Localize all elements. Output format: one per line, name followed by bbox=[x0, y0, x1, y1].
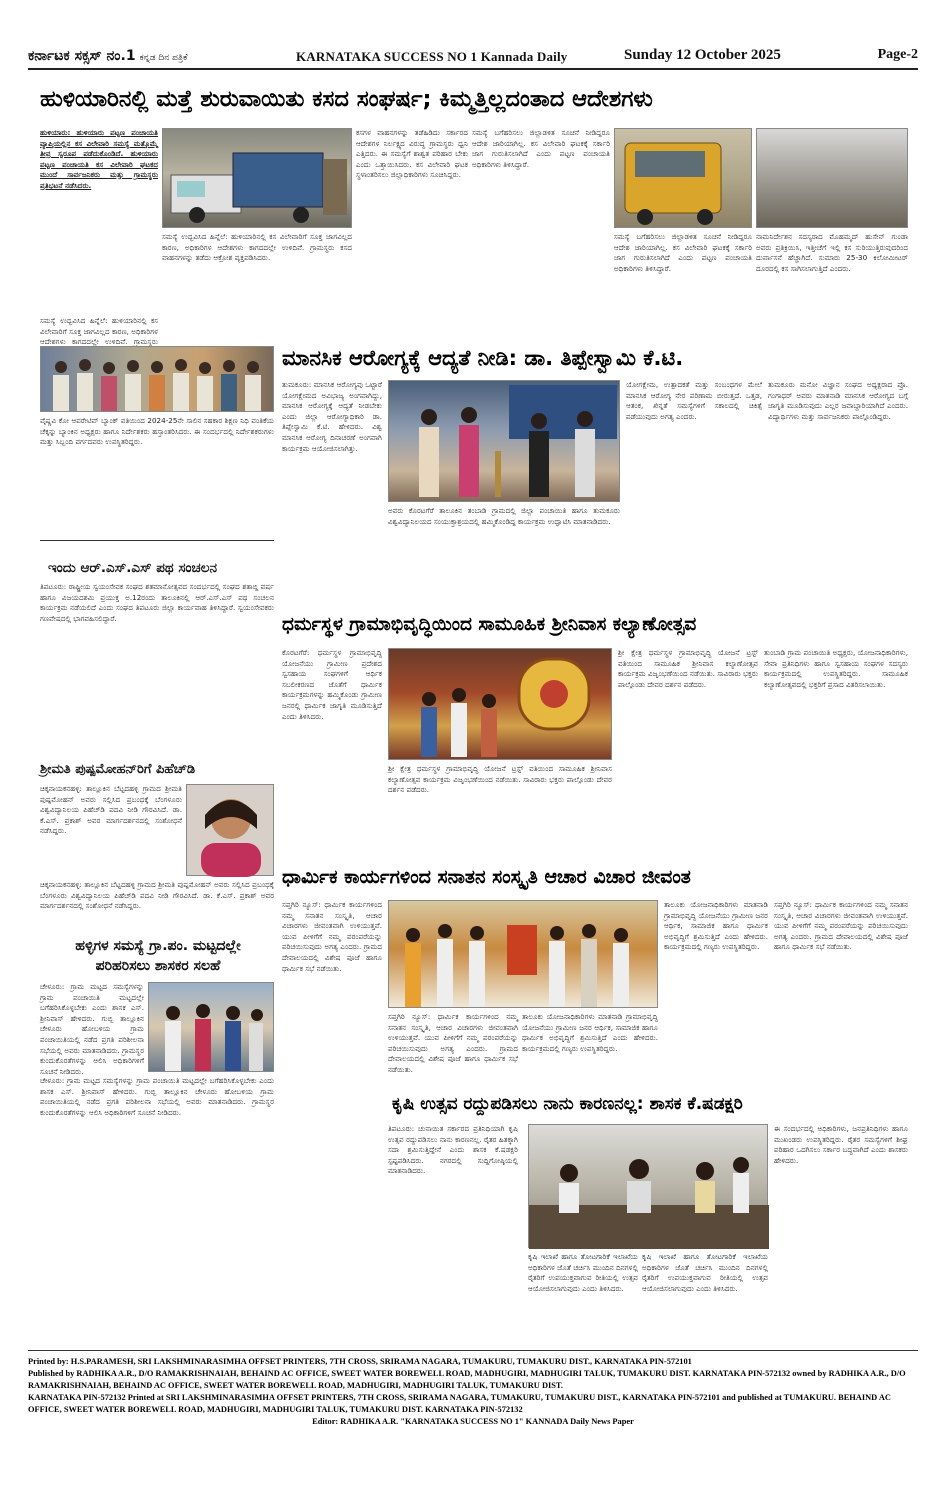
krishi-press-photo bbox=[528, 1124, 768, 1248]
group-people-icon bbox=[41, 347, 275, 413]
portrait-photo bbox=[186, 784, 274, 876]
sanatana-event-photo bbox=[388, 900, 658, 1008]
article-dharma-col2: ಶ್ರೀ ಕ್ಷೇತ್ರ ಧರ್ಮಸ್ಥಳ ಗ್ರಾಮಾಭಿವೃದ್ಧಿ ಯೋಜನೆ ಟ್ರಸ್ಟ್ ವತಿಯಿಂದ ಸಾಮೂಹಿಕ ಶ್ರೀನಿವಾಸ ಕಲ್ಯಾಣೋತ್ಸವ ಕಾರ್ಯಕ್ರಮ ವಿಜೃಂಭಣೆಯಿಂದ ನಡೆಯಿತು. ಸಾವಿರಾರು ಭಕ್ತರು ಪಾಲ್ಗೊಂಡು ದೇವರ ದರ್ಶನ ಪಡೆದರು. bbox=[388, 764, 612, 795]
article-mental-col2: ಅವರು ಕೊರಟಗೆರೆ ತಾಲೂಕಿನ ತಂಬಾಡಿ ಗ್ರಾಮದಲ್ಲಿ ಜಿಲ್ಲಾ ಪಂಚಾಯಿತಿ ಹಾಗೂ ತುಮಕೂರು ವಿಶ್ವವಿದ್ಯಾನಿಲಯದ ಸಂಯುಕ್ತಾಶ್ರಯದಲ್ಲಿ ಹಮ್ಮಿಕೊಂಡಿದ್ದ ಕಾರ್ಯಕ್ರಮ ಉದ್ಘಾಟಿಸಿ ಮಾತನಾಡಿದರು. bbox=[388, 506, 620, 526]
article-garbage-intro: ಹುಳಿಯಾರು: ಹುಳಿಯಾರು ಪಟ್ಟಣ ಪಂಚಾಯತಿ ವ್ಯಾಪ್ತಿಯಲ್ಲಿನ ಕಸ ವಿಲೇವಾರಿ ಸಮಸ್ಯೆ ಮತ್ತೊಮ್ಮೆ ತೀವ್ರ ಸ್ವರೂಪ ಪಡೆದುಕೊಂಡಿದೆ. ಹುಳಿಯಾರು ಪಟ್ಟಣ ಪಂಚಾಯತಿ ಕಸ ವಿಲೇವಾರಿ ಘಟಕದ ಮುಂದೆ ಸಾರ್ವಜನಿಕರು ಮತ್ತು ಗ್ರಾಮಸ್ಥರು ಪ್ರತಿಭಟನೆ ನಡೆಸಿದರು. bbox=[40, 128, 158, 190]
article-garbage-col4: ಸಮಸ್ಯೆ ಬಗೆಹರಿಸಲು ಜಿಲ್ಲಾಡಳಿತ ಸೂಚನೆ ನೀಡಿದ್ದರೂ ಆದೇಶ ಜಾರಿಯಾಗಿಲ್ಲ. ಕಸ ವಿಲೇವಾರಿ ಘಟಕಕ್ಕೆ ಸರ್ಕಾರಿ ಜಾಗ ಗುರುತಿಸಲಾಗಿದೆ ಎಂದು ಪಟ್ಟಣ ಪಂಚಾಯತಿ ಅಧಿಕಾರಿಗಳು ತಿಳಿಸಿದ್ದಾರೆ. bbox=[472, 128, 610, 169]
article-garbage-col5: ನಾಮನಿರ್ದೇಶನ ಸದಸ್ಯರಾದ ಮೊಹಮ್ಮದ್ ಹುಸೇನ್ ಗುಂಡಾ ಅವರು ಪ್ರತಿಕ್ರಿಯಿಸಿ, ಇತ್ತೀಚೆಗೆ ಇಲ್ಲಿ ಕಸ ಸುರಿಯುತ್ತಿರುವುದರಿಂದ ದುರ್ವಾಸನೆ ಹೆಚ್ಚಾಗಿದೆ. ಸುಮಾರು 25-30 ಕಿಲೋಮೀಟರ್ ದೂರದಲ್ಲಿ ಕಸ ಸಾಗಿಸಲಾಗುತ್ತಿದೆ ಎಂದರು. bbox=[756, 232, 908, 273]
masthead-title: KARNATAKA SUCCESS NO 1 Kannada Daily bbox=[296, 49, 568, 64]
imprint-printed-by: Printed by: H.S.PARAMESH, SRI LAKSHMINARASIMHA OFFSET PRINTERS, 7TH CROSS, SRIRAMA NAGARA, TUMAKURU, TUMAKURU DIST., KARNATAKA PIN-572101 bbox=[28, 1357, 692, 1366]
article-garbage-col4b: ಸಮಸ್ಯೆ ಬಗೆಹರಿಸಲು ಜಿಲ್ಲಾಡಳಿತ ಸೂಚನೆ ನೀಡಿದ್ದರೂ ಆದೇಶ ಜಾರಿಯಾಗಿಲ್ಲ. ಕಸ ವಿಲೇವಾರಿ ಘಟಕಕ್ಕೆ ಸರ್ಕಾರಿ ಜಾಗ ಗುರುತಿಸಲಾಗಿದೆ ಎಂದು ಪಟ್ಟಣ ಪಂಚಾಯತಿ ಅಧಿಕಾರಿಗಳು ತಿಳಿಸಿದ್ದಾರೆ. bbox=[614, 232, 752, 273]
headline-phd: ಶ್ರೀಮತಿ ಪುಷ್ಪಮೋಹನ್‌ರಿಗೆ ಪಿಹೆಚ್‌ಡಿ bbox=[40, 762, 196, 777]
article-garbage-cont: ಸಮಸ್ಯೆ ಉದ್ಭವಿಸಿದ ಹಿನ್ನೆಲೆ: ಹುಳಿಯಾರಿನಲ್ಲಿ ಕಸ ವಿಲೇವಾರಿಗೆ ಸೂಕ್ತ ಜಾಗವಿಲ್ಲದ ಕಾರಣ, ಅಧಿಕಾರಿಗಳ ಆದೇಶಗಳು ಕಾಗದದಲ್ಲೇ ಉಳಿದಿವೆ. ಗ್ರಾಮಸ್ಥರು bbox=[40, 316, 158, 347]
brand-name: ಕರ್ನಾಟಕ ಸಕ್ಸಸ್ ನಂ.1 ಕನ್ನಡ ದಿನ ಪತ್ರಿಕೆ bbox=[28, 48, 188, 64]
article-mental-col1: ತುಮಕೂರು: ಮಾನಸಿಕ ಆರೋಗ್ಯವು ಒಟ್ಟಾರೆ ಯೋಗಕ್ಷೇಮದ ಅವಿಭಾಜ್ಯ ಅಂಗವಾಗಿದ್ದು, ಮಾನಸಿಕ ಆರೋಗ್ಯಕ್ಕೆ ಆದ್ಯತೆ ನೀಡಬೇಕು ಎಂದು ಜಿಲ್ಲಾ ಆರೋಗ್ಯಾಧಿಕಾರಿ ಡಾ. ತಿಪ್ಪೇಸ್ವಾಮಿ ಕೆ.ಟಿ. ಹೇಳಿದರು. ವಿಶ್ವ ಮಾನಸಿಕ ಆರೋಗ್ಯ ದಿನಾಚರಣೆ ಅಂಗವಾಗಿ ಕಾರ್ಯಕ್ರಮ ಆಯೋಜಿಸಲಾಗಿತ್ತು. bbox=[282, 380, 382, 453]
villages-meeting-photo bbox=[148, 982, 274, 1072]
garbage-site-photo bbox=[614, 128, 752, 228]
article-villages: ಚೇಳೂರು: ಗ್ರಾಮ ಮಟ್ಟದ ಸಮಸ್ಯೆಗಳನ್ನು ಗ್ರಾಮ ಪಂಚಾಯಿತಿ ಮಟ್ಟದಲ್ಲೇ ಬಗೆಹರಿಸಿಕೊಳ್ಳಬೇಕು ಎಂದು ಶಾಸಕ ಎಸ್. ಶ್ರೀನಿವಾಸ್ ಹೇಳಿದರು. ಗುಬ್ಬಿ ತಾಲ್ಲೂಕಿನ ಚೇಳೂರು ಹೋಬಳಿಯ ಗ್ರಾಮ ಪಂಚಾಯಿತಿಯಲ್ಲಿ ನಡೆದ ಪ್ರಗತಿ ಪರಿಶೀಲನಾ ಸಭೆಯಲ್ಲಿ ಅವರು ಮಾತನಾಡಿದರು. ಗ್ರಾಮಸ್ಥರ ಕುಂದುಕೊರತೆಗಳನ್ನು ಆಲಿಸಿ ಅಧಿಕಾರಿಗಳಿಗೆ ಸೂಚನೆ ನೀಡಿದರು. bbox=[40, 1076, 274, 1117]
headline-krishi: ಕೃಷಿ ಉತ್ಸವ ರದ್ದುಪಡಿಸಲು ನಾನು ಕಾರಣನಲ್ಲ: ಶಾಸಕ ಕೆ.ಷಡಕ್ಷರಿ bbox=[392, 1094, 743, 1114]
article-dharma-col3: ತುಂಬಾಡಿ ಗ್ರಾಮ ಪಂಚಾಯಿತಿ ಅಧ್ಯಕ್ಷರು, ಯೋಜನಾಧಿಕಾರಿಗಳು, ಸೇವಾ ಪ್ರತಿನಿಧಿಗಳು ಹಾಗೂ ಸ್ವಸಹಾಯ ಸಂಘಗಳ ಸದಸ್ಯರು ಕಾರ್ಯಕ್ರಮದಲ್ಲಿ ಉಪಸ್ಥಿತರಿದ್ದರು. ಸಾಮೂಹಿಕ ಕಲ್ಯಾಣೋತ್ಸವದಲ್ಲಿ ಭಕ್ತರಿಗೆ ಪ್ರಸಾದ ವಿತರಿಸಲಾಯಿತು. bbox=[764, 648, 908, 689]
dignitaries-icon bbox=[389, 901, 659, 1009]
headline-main: ಹುಳಿಯಾರಿನಲ್ಲಿ ಮತ್ತೆ ಶುರುವಾಯಿತು ಕಸದ ಸಂಘರ್ಷ; ಕಿಮ್ಮತ್ತಿಲ್ಲದಂತಾದ ಆದೇಶಗಳು bbox=[40, 86, 653, 112]
article-sanatana-col2b: ತಾಲೂಕು ಯೋಜನಾಧಿಕಾರಿಗಳು ಮಾತನಾಡಿ ಗ್ರಾಮಾಭಿವೃದ್ಧಿ ಯೋಜನೆಯು ಗ್ರಾಮೀಣ ಜನರ ಆರ್ಥಿಕ, ಸಾಮಾಜಿಕ ಹಾಗೂ ಧಾರ್ಮಿಕ ಅಭಿವೃದ್ಧಿಗೆ ಶ್ರಮಿಸುತ್ತಿದೆ ಎಂದು ಹೇಳಿದರು. ಕಾರ್ಯಕ್ರಮದಲ್ಲಿ ಗಣ್ಯರು ಉಪಸ್ಥಿತರಿದ್ದರು. bbox=[664, 900, 768, 952]
article-mental-col3: ಯೋಗಕ್ಷೇಮ, ಉತ್ಪಾದಕತೆ ಮತ್ತು ಸಂಬಂಧಗಳ ಮೇಲೆ ಮಾನಸಿಕ ಆರೋಗ್ಯ ನೇರ ಪರಿಣಾಮ ಬೀರುತ್ತದೆ. ಒತ್ತಡ, ಆತಂಕ, ಖಿನ್ನತೆ ಸಮಸ್ಯೆಗಳಿಗೆ ಸಕಾಲದಲ್ಲಿ ಚಿಕಿತ್ಸೆ ಪಡೆಯುವುದು ಅಗತ್ಯ ಎಂದರು. bbox=[626, 380, 762, 421]
article-krishi-col1: ತಿಪಟೂರು: ಚುನಾಯಿತ ಸರ್ಕಾರದ ಪ್ರತಿನಿಧಿಯಾಗಿ ಕೃಷಿ ಉತ್ಸವ ರದ್ದುಪಡಿಸಲು ನಾನು ಕಾರಣನಲ್ಲ. ರೈತರ ಹಿತಕ್ಕಾಗಿ ಸದಾ ಶ್ರಮಿಸುತ್ತಿದ್ದೇನೆ ಎಂದು ಶಾಸಕ ಕೆ.ಷಡಕ್ಷರಿ ಸ್ಪಷ್ಟಪಡಿಸಿದರು. ನಗರದಲ್ಲಿ ಸುದ್ದಿಗೋಷ್ಠಿಯಲ್ಲಿ ಮಾತನಾಡಿದರು. bbox=[388, 1124, 518, 1176]
article-phd: ಚಿಕ್ಕನಾಯಕನಹಳ್ಳಿ: ತಾಲ್ಲೂಕಿನ ಬೆಟ್ಟದಹಳ್ಳಿ ಗ್ರಾಮದ ಶ್ರೀಮತಿ ಪುಷ್ಪಮೋಹನ್ ಅವರು ಸಲ್ಲಿಸಿದ ಪ್ರಬಂಧಕ್ಕೆ ಬೆಂಗಳೂರು ವಿಶ್ವವಿದ್ಯಾನಿಲಯ ಪಿಹೆಚ್‌ಡಿ ಪದವಿ ನೀಡಿ ಗೌರವಿಸಿದೆ. ಡಾ. ಕೆ.ಎಸ್. ಪ್ರಕಾಶ್ ಅವರ ಮಾರ್ಗದರ್ಶನದಲ್ಲಿ ಸಂಶೋಧನೆ ನಡೆಸಿದ್ದರು. bbox=[40, 784, 182, 836]
article-sanatana-col3: ಸಪ್ತಗಿರಿ ನ್ಯೂಸ್: ಧಾರ್ಮಿಕ ಕಾರ್ಯಗಳಿಂದ ನಮ್ಮ ಸನಾತನ ಸಂಸ್ಕೃತಿ, ಆಚಾರ ವಿಚಾರಗಳು ಜೀವಂತವಾಗಿ ಉಳಿಯುತ್ತವೆ. ಯುವ ಪೀಳಿಗೆಗೆ ನಮ್ಮ ಪರಂಪರೆಯನ್ನು ಪರಿಚಯಿಸುವುದು ಅಗತ್ಯ ಎಂದರು. ಗ್ರಾಮದ ದೇವಾಲಯದಲ್ಲಿ ವಿಶೇಷ ಪೂಜೆ ಹಾಗೂ ಧಾರ್ಮಿಕ ಸಭೆ ನಡೆಯಿತು. bbox=[774, 900, 908, 952]
article-sanatana-col1b: ಸಪ್ತಗಿರಿ ನ್ಯೂಸ್: ಧಾರ್ಮಿಕ ಕಾರ್ಯಗಳಿಂದ ನಮ್ಮ ಸನಾತನ ಸಂಸ್ಕೃತಿ, ಆಚಾರ ವಿಚಾರಗಳು ಜೀವಂತವಾಗಿ ಉಳಿಯುತ್ತವೆ. ಯುವ ಪೀಳಿಗೆಗೆ ನಮ್ಮ ಪರಂಪರೆಯನ್ನು ಪರಿಚಯಿಸುವುದು ಅಗತ್ಯ ಎಂದರು. ಗ್ರಾಮದ ದೇವಾಲಯದಲ್ಲಿ ವಿಶೇಷ ಪೂಜೆ ಹಾಗೂ ಧಾರ್ಮಿಕ ಸಭೆ ನಡೆಯಿತು. bbox=[388, 1012, 518, 1074]
meeting-people-icon bbox=[149, 983, 275, 1073]
article-sanatana-col2: ತಾಲೂಕು ಯೋಜನಾಧಿಕಾರಿಗಳು ಮಾತನಾಡಿ ಗ್ರಾಮಾಭಿವೃದ್ಧಿ ಯೋಜನೆಯು ಗ್ರಾಮೀಣ ಜನರ ಆರ್ಥಿಕ, ಸಾಮಾಜಿಕ ಹಾಗೂ ಧಾರ್ಮಿಕ ಅಭಿವೃದ್ಧಿಗೆ ಶ್ರಮಿಸುತ್ತಿದೆ ಎಂದು ಹೇಳಿದರು. ಕಾರ್ಯಕ್ರಮದಲ್ಲಿ ಗಣ್ಯರು ಉಪಸ್ಥಿತರಿದ್ದರು. bbox=[522, 1012, 658, 1053]
article-sanatana-col1: ಸಪ್ತಗಿರಿ ನ್ಯೂಸ್: ಧಾರ್ಮಿಕ ಕಾರ್ಯಗಳಿಂದ ನಮ್ಮ ಸನಾತನ ಸಂಸ್ಕೃತಿ, ಆಚಾರ ವಿಚಾರಗಳು ಜೀವಂತವಾಗಿ ಉಳಿಯುತ್ತವೆ. ಯುವ ಪೀಳಿಗೆಗೆ ನಮ್ಮ ಪರಂಪರೆಯನ್ನು ಪರಿಚಯಿಸುವುದು ಅಗತ್ಯ ಎಂದರು. ಗ್ರಾಮದ ದೇವಾಲಯದಲ್ಲಿ ವಿಶೇಷ ಪೂಜೆ ಹಾಗೂ ಧಾರ್ಮಿಕ ಸಭೆ ನಡೆಯಿತು. bbox=[282, 900, 382, 973]
imprint-editor: Editor: RADHIKA A.R. "KARNATAKA SUCCESS NO 1" KANNADA Daily News Paper bbox=[312, 1417, 634, 1426]
issue-date: Sunday 12 October 2025 bbox=[624, 47, 781, 63]
footer-divider bbox=[28, 1350, 918, 1351]
dump-yard-photo bbox=[756, 128, 908, 228]
mental-health-event-photo bbox=[388, 380, 620, 502]
divider bbox=[40, 540, 274, 541]
article-krishi-col2b: ಕೃಷಿ ಇಲಾಖೆ ಹಾಗೂ ತೋಟಗಾರಿಕೆ ಇಲಾಖೆಯ ಅಧಿಕಾರಿಗಳ ಜೊತೆ ಚರ್ಚಿಸಿ ಮುಂದಿನ ದಿನಗಳಲ್ಲಿ ರೈತರಿಗೆ ಉಪಯುಕ್ತವಾಗುವ ರೀತಿಯಲ್ಲಿ ಉತ್ಸವ ಆಯೋಜಿಸಲಾಗುವುದು ಎಂದು ತಿಳಿಸಿದರು. bbox=[642, 1252, 768, 1293]
article-villages-intro: ಚೇಳೂರು: ಗ್ರಾಮ ಮಟ್ಟದ ಸಮಸ್ಯೆಗಳನ್ನು ಗ್ರಾಮ ಪಂಚಾಯಿತಿ ಮಟ್ಟದಲ್ಲೇ ಬಗೆಹರಿಸಿಕೊಳ್ಳಬೇಕು ಎಂದು ಶಾಸಕ ಎಸ್. ಶ್ರೀನಿವಾಸ್ ಹೇಳಿದರು. ಗುಬ್ಬಿ ತಾಲ್ಲೂಕಿನ ಚೇಳೂರು ಹೋಬಳಿಯ ಗ್ರಾಮ ಪಂಚಾಯಿತಿಯಲ್ಲಿ ನಡೆದ ಪ್ರಗತಿ ಪರಿಶೀಲನಾ ಸಭೆಯಲ್ಲಿ ಅವರು ಮಾತನಾಡಿದರು. ಗ್ರಾಮಸ್ಥರ ಕುಂದುಕೊರತೆಗಳನ್ನು ಆಲಿಸಿ ಅಧಿಕಾರಿಗಳಿಗೆ ಸೂಚನೆ ನೀಡಿದರು. bbox=[40, 982, 144, 1076]
article-garbage-col3: ಕಸಗಳ ವಾಹನಗಳನ್ನು ತಡೆಹಿಡಿದು ಸರ್ಕಾರದ ಆದೇಶಗಳ ನಿರ್ಲಕ್ಷ್ಯದ ವಿರುದ್ಧ ಗ್ರಾಮಸ್ಥರು ಧ್ವನಿ ಎತ್ತಿದರು. ಈ ಸಮಸ್ಯೆಗೆ ಶಾಶ್ವತ ಪರಿಹಾರ ಬೇಕು ಎಂದು ಒತ್ತಾಯಿಸಿದರು. ಕಸ ವಿಲೇವಾರಿ ಘಟಕ ಸ್ಥಳಾಂತರಿಸಲು ಜಿಲ್ಲಾಧಿಕಾರಿಗಳು ಸೂಚಿಸಿದ್ದರು. bbox=[356, 128, 468, 180]
brand-tagline: ಕನ್ನಡ ದಿನ ಪತ್ರಿಕೆ bbox=[139, 53, 188, 63]
truck-icon bbox=[163, 129, 353, 229]
garbage-truck-photo bbox=[162, 128, 352, 228]
article-dharma-col2b: ಶ್ರೀ ಕ್ಷೇತ್ರ ಧರ್ಮಸ್ಥಳ ಗ್ರಾಮಾಭಿವೃದ್ಧಿ ಯೋಜನೆ ಟ್ರಸ್ಟ್ ವತಿಯಿಂದ ಸಾಮೂಹಿಕ ಶ್ರೀನಿವಾಸ ಕಲ್ಯಾಣೋತ್ಸವ ಕಾರ್ಯಕ್ರಮ ವಿಜೃಂಭಣೆಯಿಂದ ನಡೆಯಿತು. ಸಾವಿರಾರು ಭಕ್ತರು ಪಾಲ್ಗೊಂಡು ದೇವರ ದರ್ಶನ ಪಡೆದರು. bbox=[618, 648, 758, 689]
article-rss: ತಿಪಟೂರು: ರಾಷ್ಟ್ರೀಯ ಸ್ವಯಂಸೇವಕ ಸಂಘದ ಶತಮಾನೋತ್ಸವದ ಸಂದರ್ಭದಲ್ಲಿ ಸಂಘದ ಶತಾಬ್ದಿ ವರ್ಷ ಹಾಗೂ ವಿಜಯದಶಮಿ ಪ್ರಯುಕ್ತ ಅ.12ರಂದು ತಾಲೂಕಿನಲ್ಲಿ ಆರ್.ಎಸ್.ಎಸ್ ಪಥ ಸಂಚಲನ ಕಾರ್ಯಕ್ರಮ ನಡೆಯಲಿದೆ ಎಂದು ಸಂಘದ ತಿಪಟೂರು ಜಿಲ್ಲಾ ಕಾರ್ಯವಾಹ ತಿಳಿಸಿದ್ದಾರೆ. ಸ್ವಯಂಸೇವಕರು ಗಣವೇಷದಲ್ಲಿ ಭಾಗವಹಿಸಲಿದ್ದಾರೆ. bbox=[40, 582, 274, 623]
imprint bbox=[28, 1356, 918, 1428]
kalyanotsava-photo bbox=[388, 648, 612, 760]
imprint-printed-at: KARNATAKA PIN-572132 Printed at SRI LAKSHMINARASIMHA OFFSET PRINTERS, 7TH CROSS, SRIRAMA NAGARA, TUMAKURU, TUMAKURU DIST., KARNATAKA PIN-572101 and published at TUMAKURU. BEHAIND AC OFFICE, SWEET WATER BOREWELL ROAD, MADHUGIRI, MADHUGIRI TALUK, TUMAKURU DIST. KARNATAKA PIN-572132 bbox=[28, 1393, 891, 1414]
headline-rss: ಇಂದು ಆರ್.ಎಸ್.ಎಸ್ ಪಥ ಸಂಚಲನ bbox=[48, 560, 217, 576]
headline-villages-2: ಪರಿಹರಿಸಲು ಶಾಸಕರ ಸಲಹೆ bbox=[95, 958, 221, 974]
press-meet-icon bbox=[529, 1125, 769, 1249]
page-number: Page-2 bbox=[877, 47, 918, 62]
bank-event-photo bbox=[40, 346, 274, 412]
article-krishi-col2: ಕೃಷಿ ಇಲಾಖೆ ಹಾಗೂ ತೋಟಗಾರಿಕೆ ಇಲಾಖೆಯ ಅಧಿಕಾರಿಗಳ ಜೊತೆ ಚರ್ಚಿಸಿ ಮುಂದಿನ ದಿನಗಳಲ್ಲಿ ರೈತರಿಗೆ ಉಪಯುಕ್ತವಾಗುವ ರೀತಿಯಲ್ಲಿ ಉತ್ಸವ ಆಯೋಜಿಸಲಾಗುವುದು ಎಂದು ತಿಳಿಸಿದರು. bbox=[528, 1252, 638, 1293]
article-garbage-col2: ಸಮಸ್ಯೆ ಉದ್ಭವಿಸಿದ ಹಿನ್ನೆಲೆ: ಹುಳಿಯಾರಿನಲ್ಲಿ ಕಸ ವಿಲೇವಾರಿಗೆ ಸೂಕ್ತ ಜಾಗವಿಲ್ಲದ ಕಾರಣ, ಅಧಿಕಾರಿಗಳ ಆದೇಶಗಳು ಕಾಗದದಲ್ಲೇ ಉಳಿದಿವೆ. ಗ್ರಾಮಸ್ಥರು ಕಸದ ವಾಹನಗಳನ್ನು ತಡೆದು ಆಕ್ರೋಶ ವ್ಯಕ್ತಪಡಿಸಿದರು. bbox=[162, 232, 352, 263]
deity-stage-icon bbox=[389, 649, 613, 761]
headline-mental-health: ಮಾನಸಿಕ ಆರೋಗ್ಯಕ್ಕೆ ಆದ್ಯತೆ ನೀಡಿ: ಡಾ. ತಿಪ್ಪೇಸ್ವಾಮಿ ಕೆ.ಟಿ. bbox=[282, 346, 684, 370]
masthead bbox=[28, 46, 918, 70]
imprint-published-by: Published by RADHIKA A.R., D/O RAMAKRISHNAIAH, BEHAIND AC OFFICE, SWEET WATER BOREWELL ROAD, MADHUGIRI, MADHUGIRI TALUK, TUMAKURU DIST. KARNATAKA PIN-572132 owned by RADHIKA A.R., D/O RAMAKRISHNAIAH, BEHAIND AC OFFICE, SWEET WATER BOREWELL ROAD, MADHUGIRI, MADHUGIRI TALUK, TUMAKURU DIST. bbox=[28, 1369, 906, 1390]
headline-sanatana: ಧಾರ್ಮಿಕ ಕಾರ್ಯಗಳಿಂದ ಸನಾತನ ಸಂಸ್ಕೃತಿ ಆಚಾರ ವಿಚಾರ ಜೀವಂತ bbox=[282, 866, 691, 888]
person-icon bbox=[187, 785, 275, 877]
article-phd-cont: ಚಿಕ್ಕನಾಯಕನಹಳ್ಳಿ: ತಾಲ್ಲೂಕಿನ ಬೆಟ್ಟದಹಳ್ಳಿ ಗ್ರಾಮದ ಶ್ರೀಮತಿ ಪುಷ್ಪಮೋಹನ್ ಅವರು ಸಲ್ಲಿಸಿದ ಪ್ರಬಂಧಕ್ಕೆ ಬೆಂಗಳೂರು ವಿಶ್ವವಿದ್ಯಾನಿಲಯ ಪಿಹೆಚ್‌ಡಿ ಪದವಿ ನೀಡಿ ಗೌರವಿಸಿದೆ. ಡಾ. ಕೆ.ಎಸ್. ಪ್ರಕಾಶ್ ಅವರ ಮಾರ್ಗದರ್ಶನದಲ್ಲಿ ಸಂಶೋಧನೆ ನಡೆಸಿದ್ದರು. bbox=[40, 880, 274, 911]
article-dharma-col1: ಕೊರಟಗೆರೆ: ಧರ್ಮಸ್ಥಳ ಗ್ರಾಮಾಭಿವೃದ್ಧಿ ಯೋಜನೆಯು ಗ್ರಾಮೀಣ ಪ್ರದೇಶದ ಸ್ವಸಹಾಯ ಸಂಘಗಳಿಗೆ ಆರ್ಥಿಕ ಸಬಲೀಕರಣದ ಜೊತೆಗೆ ಧಾರ್ಮಿಕ ಕಾರ್ಯಕ್ರಮಗಳನ್ನು ಹಮ್ಮಿಕೊಂಡು ಗ್ರಾಮೀಣ ಜನರಲ್ಲಿ ಧಾರ್ಮಿಕ ಜಾಗೃತಿ ಮೂಡಿಸುತ್ತಿದೆ ಎಂದು ತಿಳಿಸಿದರು. bbox=[282, 648, 382, 721]
article-mental-col4: ತುಮಕೂರು ಮನೋ ವಿಜ್ಞಾನ ಸಂಘದ ಅಧ್ಯಕ್ಷರಾದ ಪ್ರೊ. ಗಂಗಾಧರ್ ಅವರು ಮಾತನಾಡಿ ಮಾನಸಿಕ ಆರೋಗ್ಯದ ಬಗ್ಗೆ ಜಾಗೃತಿ ಮೂಡಿಸುವುದು ಎಲ್ಲರ ಜವಾಬ್ದಾರಿಯಾಗಿದೆ ಎಂದರು. ವಿದ್ಯಾರ್ಥಿಗಳು ಮತ್ತು ಸಾರ್ವಜನಿಕರು ಪಾಲ್ಗೊಂಡಿದ್ದರು. bbox=[768, 380, 908, 421]
headline-villages-1: ಹಳ್ಳಿಗಳ ಸಮಸ್ಯೆ ಗ್ರಾ.ಪಂ. ಮಟ್ಟದಲ್ಲೇ bbox=[75, 938, 241, 954]
headline-dharmasthala: ಧರ್ಮಸ್ಥಳ ಗ್ರಾಮಾಭಿವೃದ್ಧಿಯಿಂದ ಸಾಮೂಹಿಕ ಶ್ರೀನಿವಾಸ ಕಲ್ಯಾಣೋತ್ಸವ bbox=[282, 614, 697, 635]
article-krishi-col3: ಈ ಸಂದರ್ಭದಲ್ಲಿ ಅಧಿಕಾರಿಗಳು, ಜನಪ್ರತಿನಿಧಿಗಳು ಹಾಗೂ ಮುಖಂಡರು ಉಪಸ್ಥಿತರಿದ್ದರು. ರೈತರ ಸಮಸ್ಯೆಗಳಿಗೆ ಶೀಘ್ರ ಪರಿಹಾರ ಒದಗಿಸಲು ಸರ್ಕಾರ ಬದ್ಧವಾಗಿದೆ ಎಂದು ಶಾಸಕರು ಹೇಳಿದರು. bbox=[774, 1124, 908, 1165]
yellow-van-icon bbox=[615, 129, 753, 229]
lamp-lighting-icon bbox=[389, 381, 621, 503]
article-bank: ವೈಷ್ಣವಿ ಕೋ ಆಪರೇಟಿವ್ ಬ್ಯಾಂಕ್ ವತಿಯಿಂದ 2024-25ನೇ ಸಾಲಿನ ಸಹಕಾರ ಶಿಕ್ಷಣ ನಿಧಿ ವಂತಿಕೆಯ ಚೆಕ್ಕನ್ನು ಬ್ಯಾಂಕಿನ ಅಧ್ಯಕ್ಷರು ಹಾಗೂ ನಿರ್ದೇಶಕರು ಹಸ್ತಾಂತರಿಸಿದರು. ಈ ಸಂದರ್ಭದಲ್ಲಿ ನಿರ್ದೇಶಕರುಗಳು ಮತ್ತು ಸಿಬ್ಬಂದಿ ವರ್ಗದವರು ಉಪಸ್ಥಿತರಿದ್ದರು. bbox=[40, 416, 274, 447]
